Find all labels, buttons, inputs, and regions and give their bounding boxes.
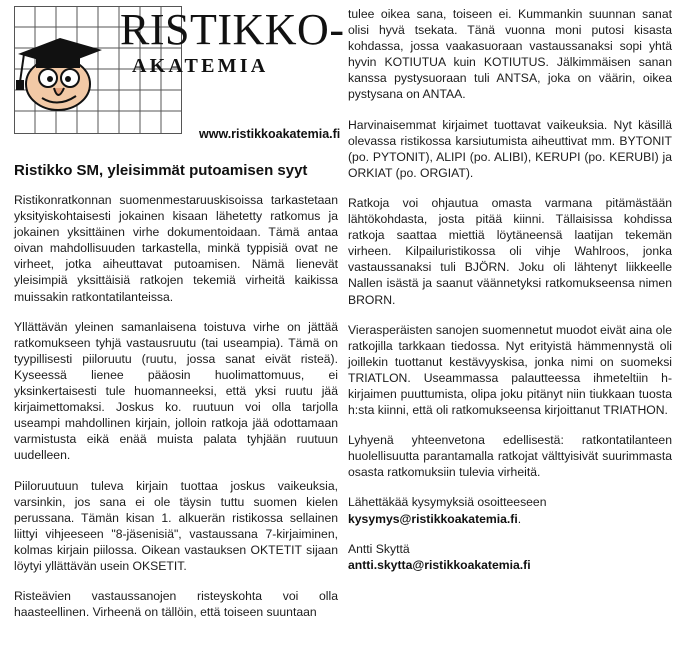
paragraph: Ratkoja voi ohjautua omasta varmana pitämästään lähtökohdasta, josta pitää kiinni. Tällaisissa kohdissa ratkoja saattaa miettiä löytäneensä laatijan tekemän virheen. Kilpailuristikossa oli vihje Wahlroos, jonka vastaussanaksi tuli BJÖRN. Joku oli lähtenyt liikkeelle Nallen isästä ja saanut väännetyksi ratkomukseensa nimen BRORN. — [348, 195, 672, 307]
paragraph: Vierasperäisten sanojen suomennetut muodot eivät aina ole ratkojilla tarkkaan tiedossa. Nyt erityistä hämmennystä oli joillekin tuottanut kestävyyskisa, jonka nimi on suomeksi TRIATLON. Useammassa palautteessa ihmeteltiin h-kirjaimen puuttumista, olipa joku pitänyt niin tiukkaan tuosta h:sta kiinni, että oli ratkomukseensa kirjoittanut TRIATHON. — [348, 322, 672, 418]
logo-subtitle: AKATEMIA — [132, 55, 269, 77]
author-signature — [348, 541, 672, 573]
paragraph: Harvinaisemmat kirjaimet tuottavat vaikeuksia. Nyt käsillä olevassa ristikossa karsiutumista aiheuttivat mm. BYTONIT (po. PYTONIT), ALIPI (po. ALIBI), KERUPI (po. KERUBI) ja ORKIAT (po. ORGIAT). — [348, 117, 672, 180]
contact-prompt: Lähettäkää kysymyksiä osoitteeseen — [348, 495, 547, 510]
paragraph: Yllättävän yleinen samanlaisena toistuva virhe on jättää ratkomukseen tyhjä vastausruutu (tai useampia). Tämä on tyypillisesti piiloruutu (ruutu, jossa sanat eivät risteä). Kyseessä lienee pääosin huolimattomuus, ei yksinkertaisesti tule huomanneeksi, että yksi ruutu jää kirjaimettomaksi. Joskus ko. ruutuun voi olla tarjolla useampi mahdollinen kirjain, jolloin ratkoja jää odottamaan varmistusta eikä enää muista palata tyhjään ruutuun uudelleen. — [14, 319, 338, 463]
author-name: Antti Skyttä — [348, 541, 410, 556]
author-email-link[interactable]: antti.skytta@ristikkoakatemia.fi — [348, 557, 531, 572]
logo-title: RISTIKKO- — [120, 5, 345, 54]
article-column-left — [14, 192, 338, 620]
paragraph: Piiloruutuun tuleva kirjain tuottaa joskus vaikeuksia, varsinkin, jos sana ei ole täysin tuttu suomen kielen perussana. Tämän kisan 1. alkuerän ristikossa sellainen liittyi vihjeeseen "8-jäsenisiä", vastaussana 7-kirjaiminen, kolmas kirjain piilossa. Oikean vastauksen OKTETIT sijaan löytyi yllättävän usein OKSETIT. — [14, 478, 338, 573]
contact-email-link[interactable]: kysymys@ristikkoakatemia.fi — [348, 511, 518, 526]
paragraph: Lyhyenä yhteenvetona edellisestä: ratkontatilanteen huolellisuutta parantamalla ratkojat välttyisivät suurimmasta osasta ratkomuksiin tulevia virheitä. — [348, 433, 672, 480]
article-headline: Ristikko SM, yleisimmät putoamisen syyt — [14, 162, 308, 179]
paragraph: Risteävien vastaussanojen risteyskohta voi olla haasteellinen. Virheenä on tällöin, että toiseen suuntaan — [14, 589, 338, 620]
contact-block — [348, 494, 672, 526]
paragraph: Ristikonratkonnan suomenmestaruuskisoissa tarkastetaan yksityiskohtaisesti jokainen kisaan lähetetty ratkomus ja jokainen yksittäinen virhe dokumentoidaan. Tämä antaa oivan mahdollisuuden tarkastella, minkä typpisiä ovat ne virheet, jotka aiheuttavat putoamisen. Nämä lienevät yleisimpiä yksittäisiä ratkojen tekemiä virheitä kaikissa muissakin ratkontatilanteissa. — [14, 193, 338, 304]
article-column-right — [348, 6, 672, 573]
paragraph: tulee oikea sana, toiseen ei. Kummankin suunnan sanat olisi hyvä tsekata. Tänä vuonna moni putosi kisasta kohdassa, jossa vaakasuoraan vastaussanaksi sopi yhtä hyvin KOTIUTUA kuin KOTIUTUS. Jälkimmäisen sanan kanssa pystysuoraan tuli ANTSA, joka on väärin, oikea pystysana on ANTAA. — [348, 7, 672, 102]
logo[interactable] — [14, 5, 345, 141]
website-link[interactable]: www.ristikkoakatemia.fi — [199, 127, 341, 141]
contact-email-suffix: . — [517, 511, 522, 526]
